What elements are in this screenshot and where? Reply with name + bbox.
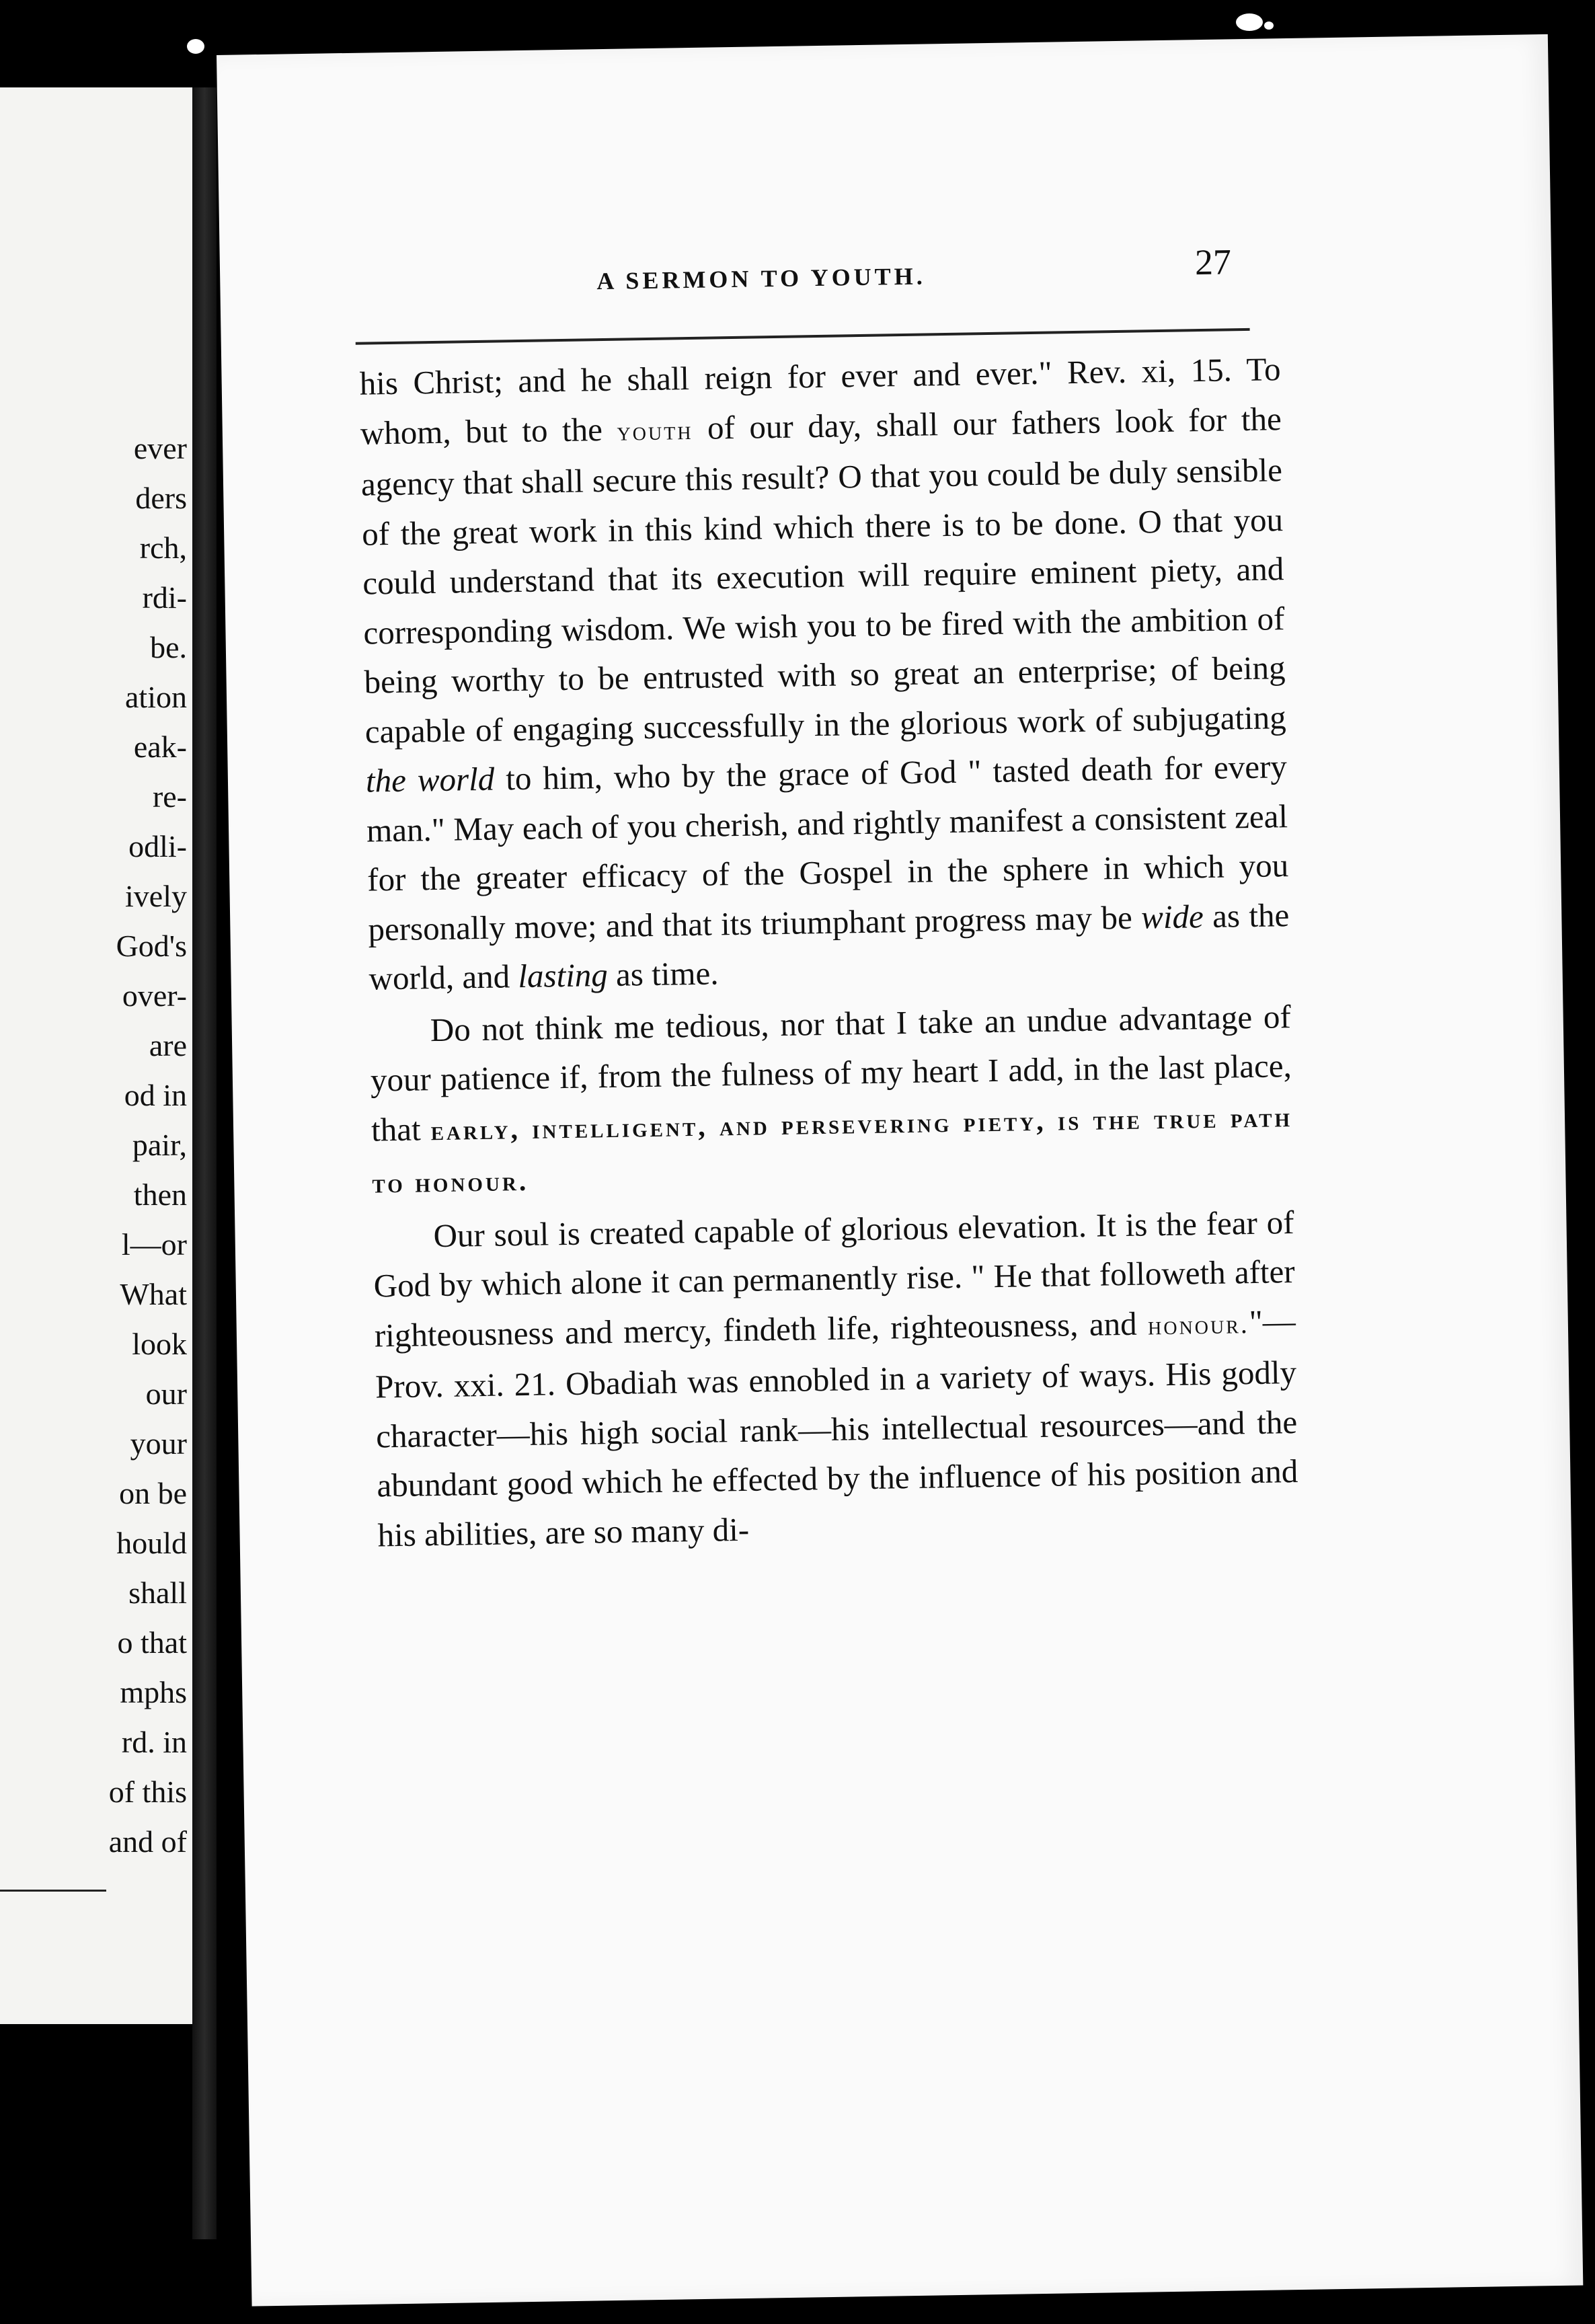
dust-speck (1264, 22, 1274, 30)
left-facing-page (0, 87, 196, 2024)
left-page-line: shall (128, 1576, 187, 1610)
left-page-line: be. (150, 630, 187, 664)
text-run: his Christ; and he shall reign for ever and ever." Rev. xi, 15. To whom, but to the (359, 350, 1281, 452)
left-page-line: look (132, 1327, 187, 1361)
left-page-line: and of (108, 1824, 187, 1859)
small-caps-run: early, intelligent, and persevering piety, is the true path to honour. (372, 1101, 1293, 1200)
left-page-line: rd. in (121, 1725, 187, 1759)
left-page-line: over- (122, 978, 187, 1013)
running-head-title: A SERMON TO YOUTH. (596, 262, 927, 295)
dust-speck (1236, 13, 1263, 31)
left-page-line: hould (116, 1526, 187, 1560)
text-run: to him, who by the grace of God " tasted death for every man." May each of you cherish, and rightly manifest a consistent zeal for the greater efficacy of the Gospel in the sphere in which you personally move; and that its triumphant progress may be (366, 748, 1289, 948)
left-page-line: pair, (132, 1128, 187, 1162)
paragraph (373, 1198, 1299, 1560)
text-run: Do not think me tedious, nor that I take an undue advantage of your patience if, from the fulness of my heart I add, in the last place, that (370, 997, 1292, 1149)
left-page-line: o that (117, 1625, 187, 1660)
italic-run: the world (365, 760, 495, 800)
right-page (217, 34, 1583, 2307)
left-page-line: od in (124, 1078, 187, 1112)
left-page-line: of this (108, 1775, 187, 1809)
left-page-rule (0, 1890, 106, 1892)
left-page-line: God's (116, 929, 187, 963)
text-run: Our soul is created capable of glorious elevation. It is the fear of God by which alone it can permanently rise. " He that followeth after righteousness and mercy, findeth life, righteousness, and (373, 1203, 1296, 1354)
text-run: "—Prov. xxi. 21. Obadiah was ennobled in a variety of ways. His godly character—his high social rank—his intellectual resources—and the abundant good which he effected by the influence of his position and his abilities, are so many di- (375, 1302, 1298, 1554)
left-page-line: odli- (128, 829, 187, 863)
paragraph-continuation (359, 344, 1290, 1003)
book-gutter (192, 87, 217, 2239)
small-caps-run: youth (617, 414, 693, 447)
left-page-line: l—or (121, 1227, 187, 1262)
left-page-line: on be (119, 1476, 187, 1510)
running-head (220, 236, 1552, 317)
left-page-line: your (130, 1426, 187, 1461)
paragraph (369, 992, 1294, 1209)
page-number: 27 (1194, 241, 1232, 283)
left-page-line: ation (125, 680, 187, 714)
left-page-line: ders (135, 481, 187, 515)
left-page-line: then (133, 1177, 187, 1212)
text-run: as the world, and (368, 896, 1290, 997)
italic-run: lasting (517, 956, 609, 995)
body-text (359, 344, 1299, 1559)
dust-speck (187, 39, 204, 54)
italic-run: wide (1140, 897, 1204, 936)
header-rule (356, 328, 1250, 345)
left-page-line: What (120, 1277, 187, 1311)
text-run: of our day, shall our fathers look for the agency that shall secure this result? O that you could be duly sensible of the great work in this kind which there is to be done. O that you could understand that its execution will require eminent piety, and corresponding wisdom. We wish you to be fired with the ambition of being worthy to be entrusted with so great an enterprise; of being capable of engaging successfully in the glorious work of subjugating (360, 399, 1287, 750)
left-page-line: mphs (120, 1675, 187, 1709)
left-page-line: rch, (139, 531, 187, 565)
left-page-line: are (149, 1028, 187, 1062)
left-page-line: re- (152, 779, 187, 814)
left-page-text-fragments (109, 424, 187, 1867)
small-caps-run: honour. (1147, 1308, 1250, 1340)
left-page-line: rdi- (142, 580, 187, 615)
left-page-line: our (145, 1377, 187, 1411)
left-page-line: ever (133, 431, 187, 465)
left-page-line: ively (125, 879, 187, 913)
left-page-line: eak- (133, 730, 187, 764)
text-run: as time. (607, 954, 719, 994)
